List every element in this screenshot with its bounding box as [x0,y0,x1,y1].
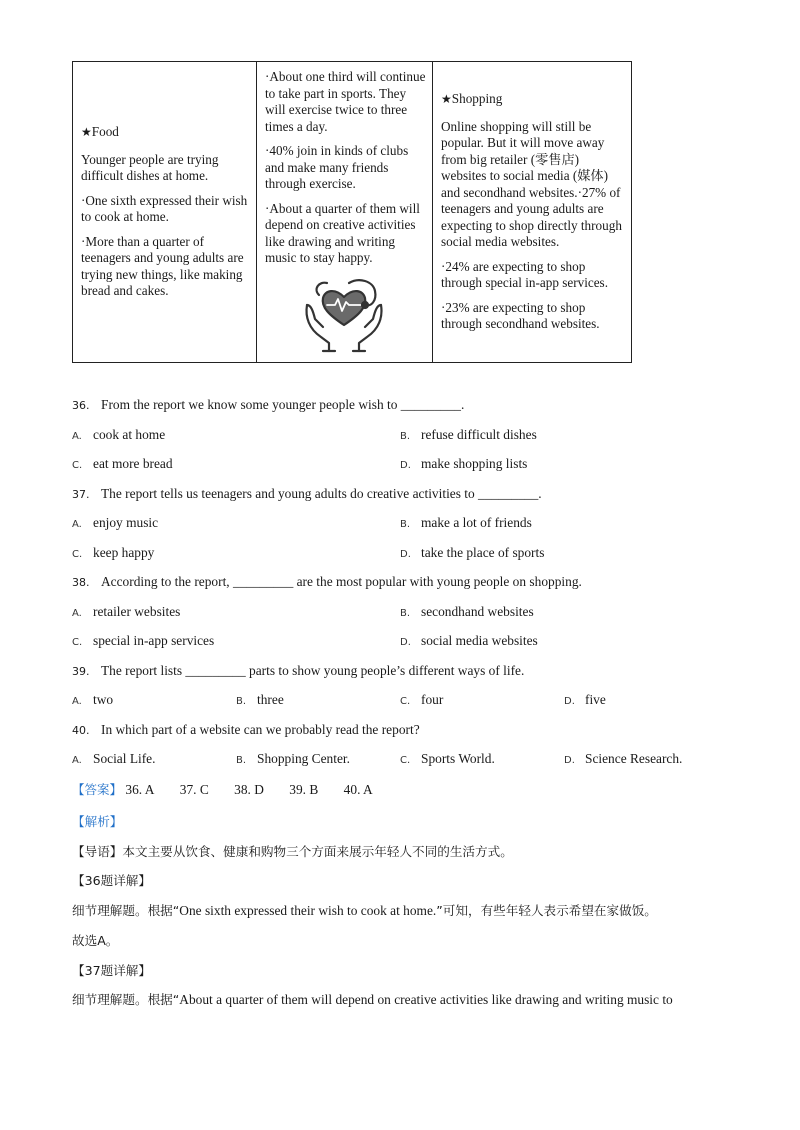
option[interactable]: B. three [236,692,284,707]
analysis-label: 【解析】 [72,814,123,829]
option[interactable]: D. Science Research. [564,751,683,766]
question-37: 37. The report tells us teenagers and young adults do creative activities to _________. [72,486,542,501]
option[interactable]: B. make a lot of friends [400,515,532,530]
food-heading: ★Food [81,124,119,139]
question-39: 39. The report lists _________ parts to show young people’s different ways of life. [72,663,525,678]
food-paragraph: ·One sixth expressed their wish to cook at home. [81,192,248,224]
option[interactable]: D. social media websites [400,633,538,648]
shopping-paragraph: Online shopping will still be popular. But it will move away from big retailer (零售店) websites to social media (媒体) and secondhand websites.·27% of teenagers and young adults are expecting to shop directly through social media websites. [441,118,622,249]
answer-item: 39. B [289,782,319,797]
detail-36-conclusion: 故选A。 [72,933,119,948]
heart-hands-icon [299,275,426,358]
detail-37-text: 细节理解题。根据“About a quarter of them will depend on creative activities like drawing and writing music to [72,992,673,1007]
report-table [72,61,632,363]
shopping-column [433,62,631,362]
answer-item: 37. C [179,782,209,797]
shopping-paragraph: ·24% are expecting to shop through special in-app services. [441,258,608,290]
answer-item: 36. A [125,782,155,797]
option[interactable]: A. cook at home [72,427,166,442]
food-paragraph: ·More than a quarter of teenagers and young adults are trying new things, like making bread and cakes. [81,233,244,298]
option[interactable]: A. two [72,692,114,707]
shopping-paragraph: ·23% are expecting to shop through secondhand websites. [441,299,600,331]
option[interactable]: A. retailer websites [72,604,181,619]
option[interactable]: D. make shopping lists [400,456,528,471]
option[interactable]: C. keep happy [72,545,155,560]
option[interactable]: B. refuse difficult dishes [400,427,537,442]
answer-item: 40. A [343,782,373,797]
option[interactable]: C. special in-app services [72,633,215,648]
option[interactable]: B. secondhand websites [400,604,534,619]
detail-36-label: 【36题详解】 [72,873,151,888]
answer-label: 【答案】 [72,782,123,797]
option[interactable]: B. Shopping Center. [236,751,350,766]
question-36: 36. From the report we know some younger people wish to _________. [72,397,465,412]
option[interactable]: C. four [400,692,444,707]
option[interactable]: C. eat more bread [72,456,173,471]
question-40: 40. In which part of a website can we probably read the report? [72,722,420,737]
option[interactable]: D. five [564,692,606,707]
health-column [257,62,433,362]
detail-36-text: 细节理解题。根据“One sixth expressed their wish to cook at home.”可知，有些年轻人表示希望在家做饭。 [72,903,657,918]
food-column [73,62,257,362]
option[interactable]: A. Social Life. [72,751,156,766]
option[interactable]: C. Sports World. [400,751,495,766]
health-paragraph: ·About one third will continue to take part in sports. They will exercise twice to three times a day. [265,69,426,134]
health-paragraph: ·40% join in kinds of clubs and make many friends through exercise. [265,143,409,191]
answer-item: 38. D [234,782,264,797]
question-38: 38. According to the report, _________ are the most popular with young people on shopping. [72,574,582,589]
star-icon: ★ [441,92,452,106]
star-icon: ★ [81,125,92,139]
food-paragraph: Younger people are trying difficult dishes at home. [81,151,219,183]
guide-text: 【导语】本文主要从饮食、健康和购物三个方面来展示年轻人不同的生活方式。 [72,844,513,859]
detail-37-label: 【37题详解】 [72,963,151,978]
shopping-heading: ★Shopping [441,91,503,106]
option[interactable]: D. take the place of sports [400,545,545,560]
answer-line [72,780,395,798]
health-paragraph: ·About a quarter of them will depend on creative activities like drawing and writing music to stay happy. [265,200,420,265]
option[interactable]: A. enjoy music [72,515,159,530]
